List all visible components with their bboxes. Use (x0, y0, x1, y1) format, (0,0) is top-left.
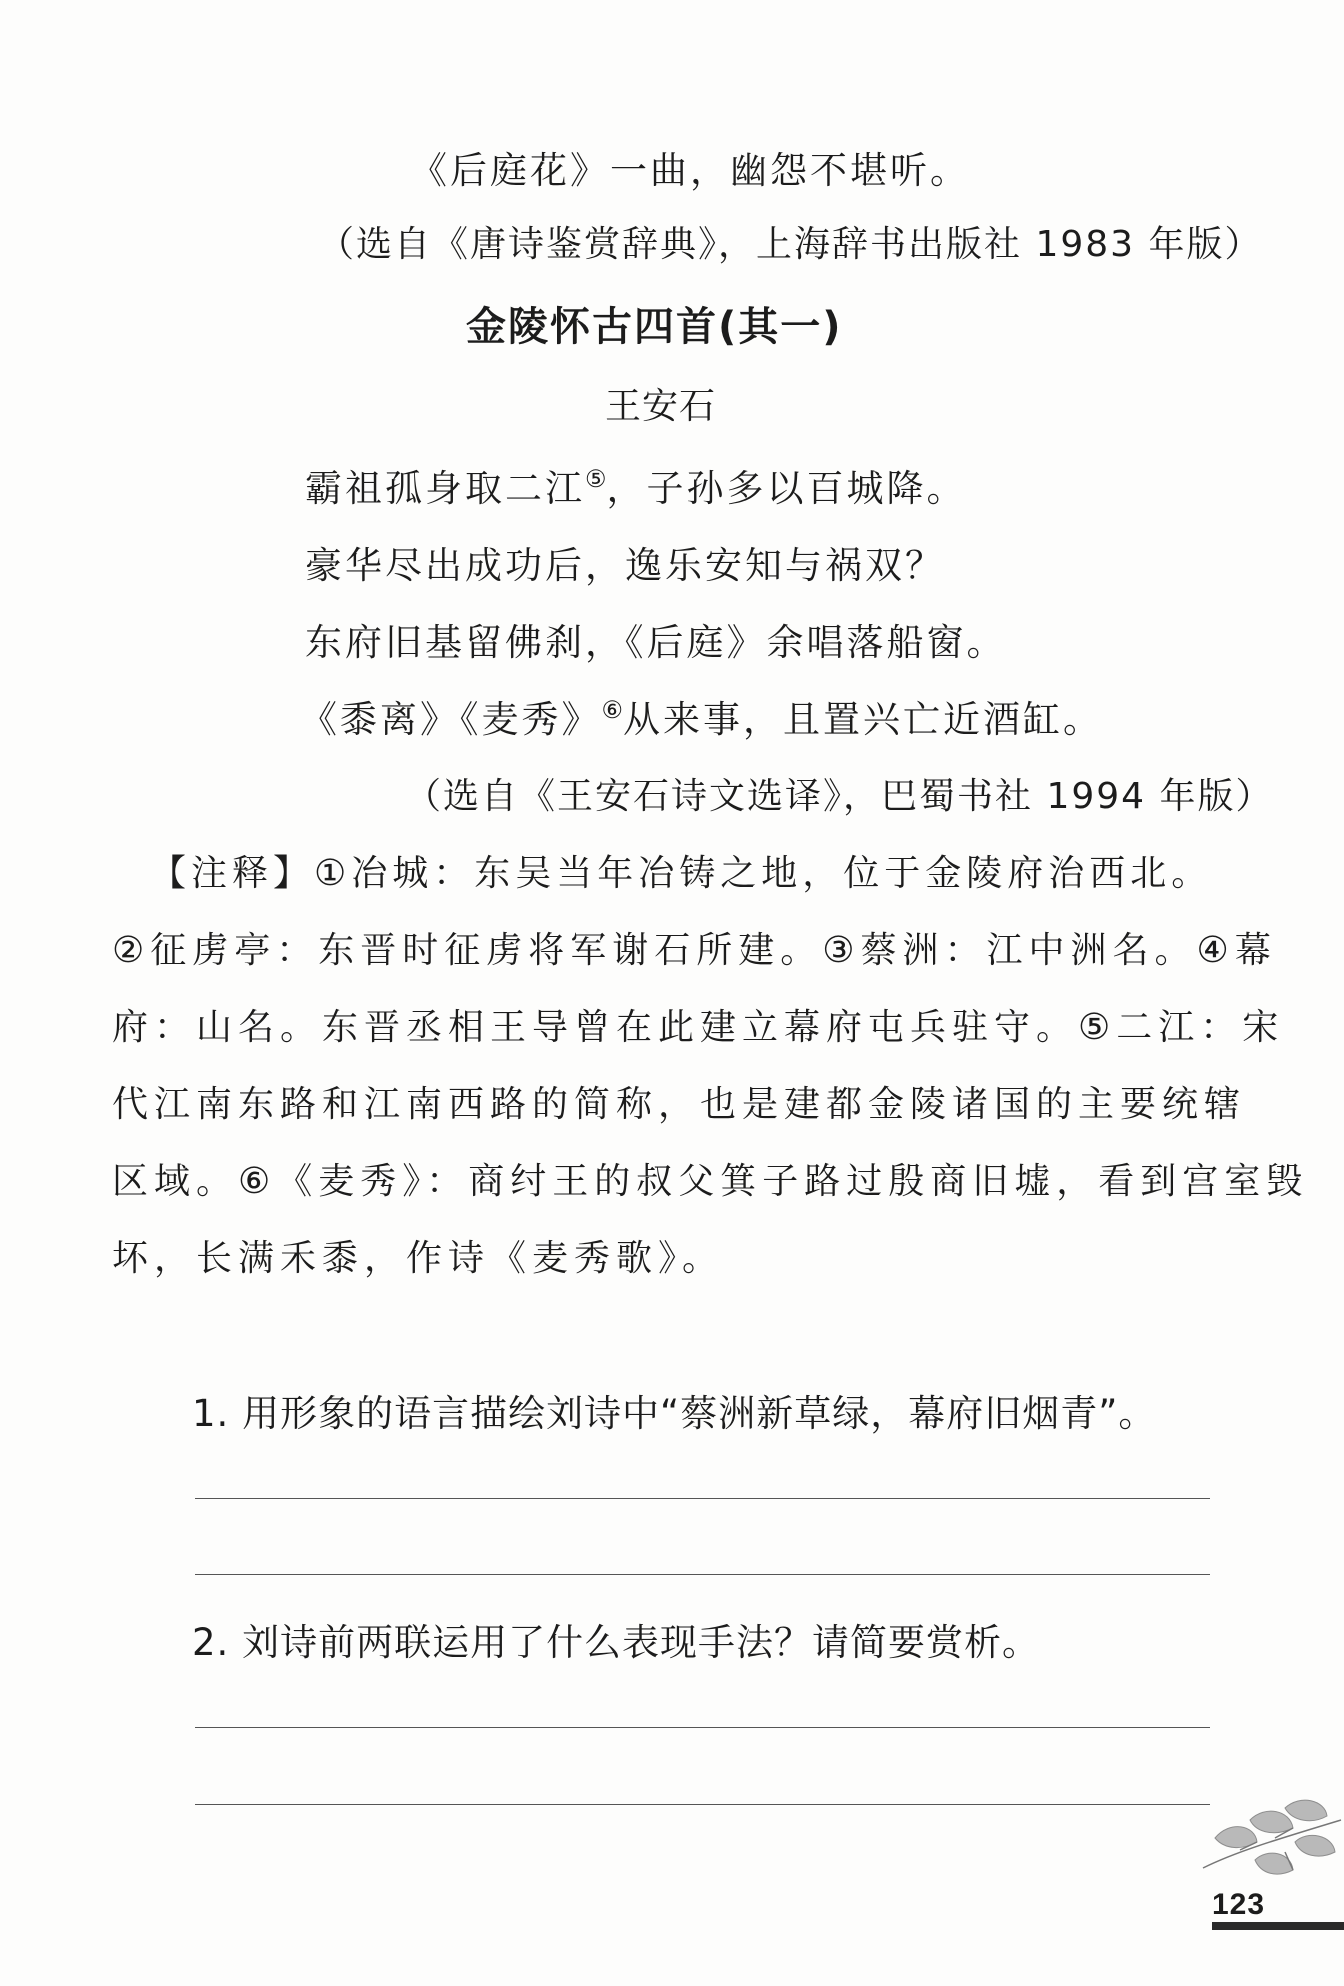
answer-line[interactable] (195, 1574, 1210, 1575)
poem2-line (305, 535, 945, 589)
poem2-line-text: 霸祖孤身取二江 (305, 467, 585, 510)
annotation-line: ②征虏亭：东晋时征虏将军谢石所建。③蔡洲：江中洲名。④幕 (112, 930, 1277, 971)
answer-line[interactable] (195, 1804, 1210, 1805)
question-1: 1. 用形象的语言描绘刘诗中“蔡洲新草绿，幕府旧烟青”。 (192, 1392, 1157, 1435)
leaves-decoration-icon (1195, 1790, 1344, 1900)
poem2-line-text: 从来事，且置兴亡近酒缸。 (623, 698, 1104, 741)
annotation-line: 代江南东路和江南西路的简称，也是建都金陵诸国的主要统辖 (112, 1084, 1247, 1125)
poem2-line-text: 《黍离》《麦秀》 (300, 698, 602, 741)
footnote-marker: ⑤ (585, 465, 607, 493)
poem2-title: 金陵怀古四首(其一) (466, 304, 843, 350)
answer-line[interactable] (195, 1498, 1210, 1499)
poem2-author: 王安石 (605, 386, 717, 427)
annotation-line: 【注释】①冶城：东吴当年冶铸之地，位于金陵府治西北。 (150, 853, 1213, 894)
poem2-line (300, 689, 1103, 743)
poem2-line (305, 458, 967, 512)
page-number: 123 (1212, 1888, 1266, 1921)
poem1-last-line: 《后庭花》一曲，幽怨不堪听。 (410, 149, 970, 192)
question-2: 2. 刘诗前两联运用了什么表现手法？请简要赏析。 (192, 1621, 1041, 1664)
footnote-marker: ⑥ (601, 696, 624, 724)
annotation-line: 坏，长满禾黍，作诗《麦秀歌》。 (112, 1238, 725, 1279)
poem1-source: （选自《唐诗鉴赏辞典》，上海辞书出版社 1983 年版） (318, 224, 1263, 265)
poem2-line-text: 豪华尽出成功后，逸乐安知与祸双？ (305, 544, 945, 587)
annotation-line: 府：山名。东晋丞相王导曾在此建立幕府屯兵驻守。⑤二江：宋 (112, 1007, 1285, 1048)
poem2-line-text: ，子孙多以百城降。 (606, 467, 967, 510)
answer-line[interactable] (195, 1727, 1210, 1728)
poem2-line (305, 612, 1007, 666)
annotation-line: 区域。⑥《麦秀》：商纣王的叔父箕子路过殷商旧墟，看到宫室毁 (112, 1161, 1309, 1202)
page-number-bar (1212, 1922, 1344, 1930)
poem2-source: （选自《王安石诗文选译》，巴蜀书社 1994 年版） (405, 776, 1274, 817)
poem2-line-text: 东府旧基留佛刹，《后庭》余唱落船窗。 (305, 621, 1007, 664)
